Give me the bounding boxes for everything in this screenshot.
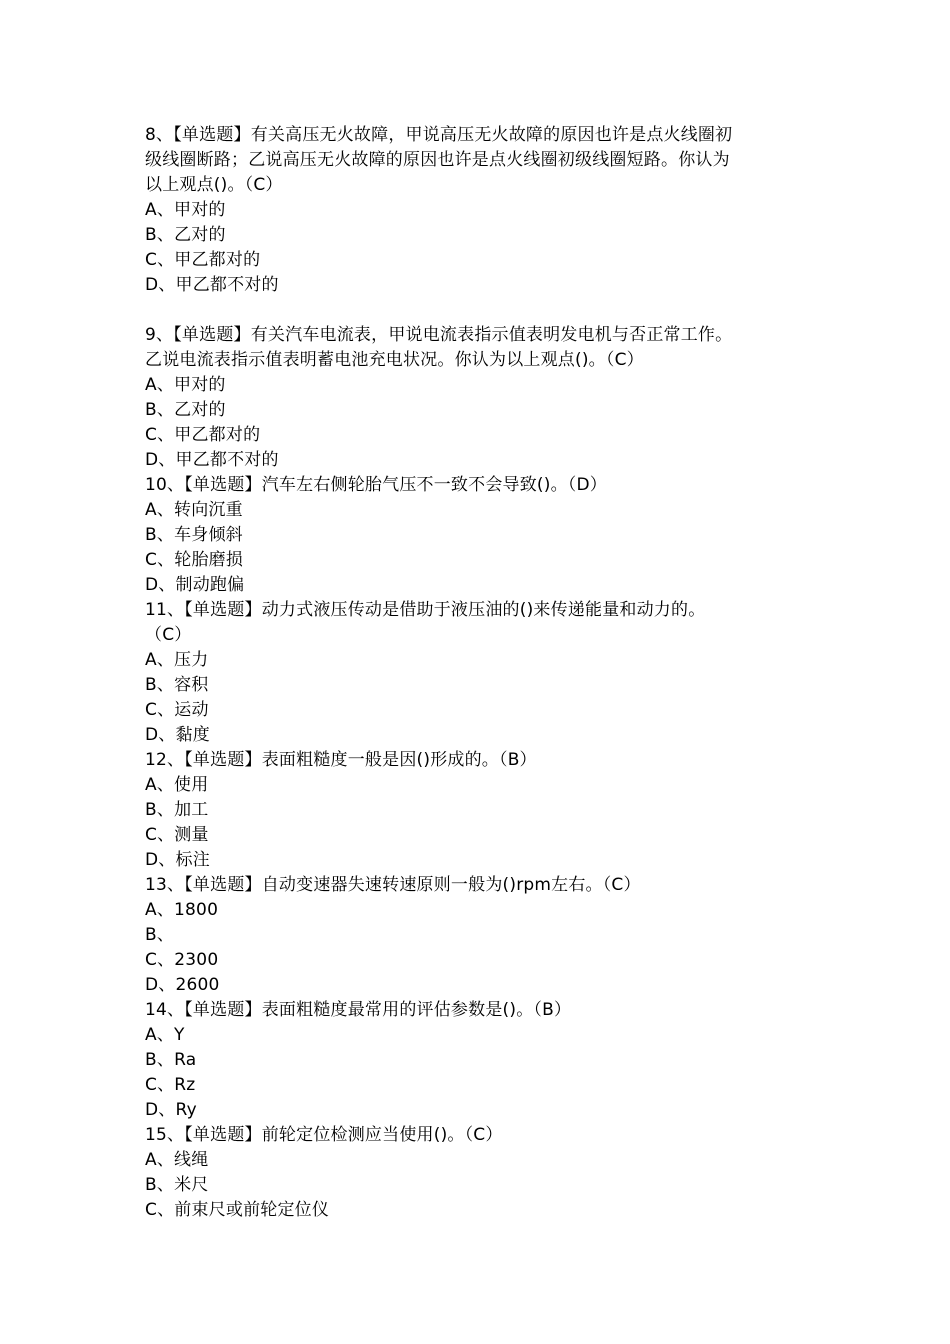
question-list — [145, 123, 810, 1223]
option-c: C、运动 — [145, 700, 209, 720]
option-c: C、轮胎磨损 — [145, 550, 244, 570]
paragraph-spacer — [145, 298, 810, 323]
question-9 — [145, 323, 810, 473]
option-d: D、黏度 — [145, 725, 210, 745]
option-a: A、甲对的 — [145, 200, 226, 220]
question-8 — [145, 123, 810, 298]
option-a: A、甲对的 — [145, 375, 226, 395]
option-d: D、制动跑偏 — [145, 575, 245, 595]
option-b: B、车身倾斜 — [145, 525, 243, 545]
option-a: A、线绳 — [145, 1150, 209, 1170]
question-stem-line: 10、【单选题】汽车左右侧轮胎气压不一致不会导致()。（D） — [145, 475, 607, 495]
question-11 — [145, 598, 810, 748]
question-12 — [145, 748, 810, 873]
option-d: D、甲乙都不对的 — [145, 450, 279, 470]
option-c: C、甲乙都对的 — [145, 250, 261, 270]
option-a: A、转向沉重 — [145, 500, 243, 520]
question-14 — [145, 998, 810, 1123]
option-b: B、米尺 — [145, 1175, 209, 1195]
question-15 — [145, 1123, 810, 1223]
question-stem-line: 15、【单选题】前轮定位检测应当使用()。（C） — [145, 1125, 503, 1145]
option-d: D、2600 — [145, 975, 220, 995]
option-a: A、Y — [145, 1025, 185, 1045]
option-c: C、Rz — [145, 1075, 196, 1095]
option-a: A、1800 — [145, 900, 219, 920]
question-stem-line: 乙说电流表指示值表明蓄电池充电状况。你认为以上观点()。（C） — [145, 350, 644, 370]
option-b: B、加工 — [145, 800, 209, 820]
question-stem-line: 8、【单选题】有关高压无火故障，甲说高压无火故障的原因也许是点火线圈初 — [145, 125, 733, 145]
option-c: C、2300 — [145, 950, 219, 970]
option-b: B、乙对的 — [145, 400, 226, 420]
question-stem-line: 以上观点()。（C） — [145, 175, 283, 195]
option-c: C、测量 — [145, 825, 209, 845]
option-b: B、 — [145, 925, 175, 945]
question-10 — [145, 473, 810, 598]
option-b: B、Ra — [145, 1050, 197, 1070]
option-d: D、Ry — [145, 1100, 197, 1120]
option-d: D、标注 — [145, 850, 210, 870]
question-stem-line: 9、【单选题】有关汽车电流表，甲说电流表指示值表明发电机与否正常工作。 — [145, 325, 733, 345]
option-d: D、甲乙都不对的 — [145, 275, 279, 295]
question-stem-line: 13、【单选题】自动变速器失速转速原则一般为()rpm左右。（C） — [145, 875, 641, 895]
option-c: C、前束尺或前轮定位仪 — [145, 1200, 330, 1220]
option-a: A、使用 — [145, 775, 209, 795]
question-stem-line: 11、【单选题】动力式液压传动是借助于液压油的()来传递能量和动力的。 — [145, 600, 706, 620]
question-stem-line: 14、【单选题】表面粗糙度最常用的评估参数是()。（B） — [145, 1000, 572, 1020]
question-stem-line: 12、【单选题】表面粗糙度一般是因()形成的。（B） — [145, 750, 537, 770]
option-a: A、压力 — [145, 650, 209, 670]
option-b: B、乙对的 — [145, 225, 226, 245]
option-b: B、容积 — [145, 675, 209, 695]
option-c: C、甲乙都对的 — [145, 425, 261, 445]
question-stem-line: （C） — [145, 625, 192, 645]
question-13 — [145, 873, 810, 998]
question-stem-line: 级线圈断路；乙说高压无火故障的原因也许是点火线圈初级线圈短路。你认为 — [145, 150, 730, 170]
